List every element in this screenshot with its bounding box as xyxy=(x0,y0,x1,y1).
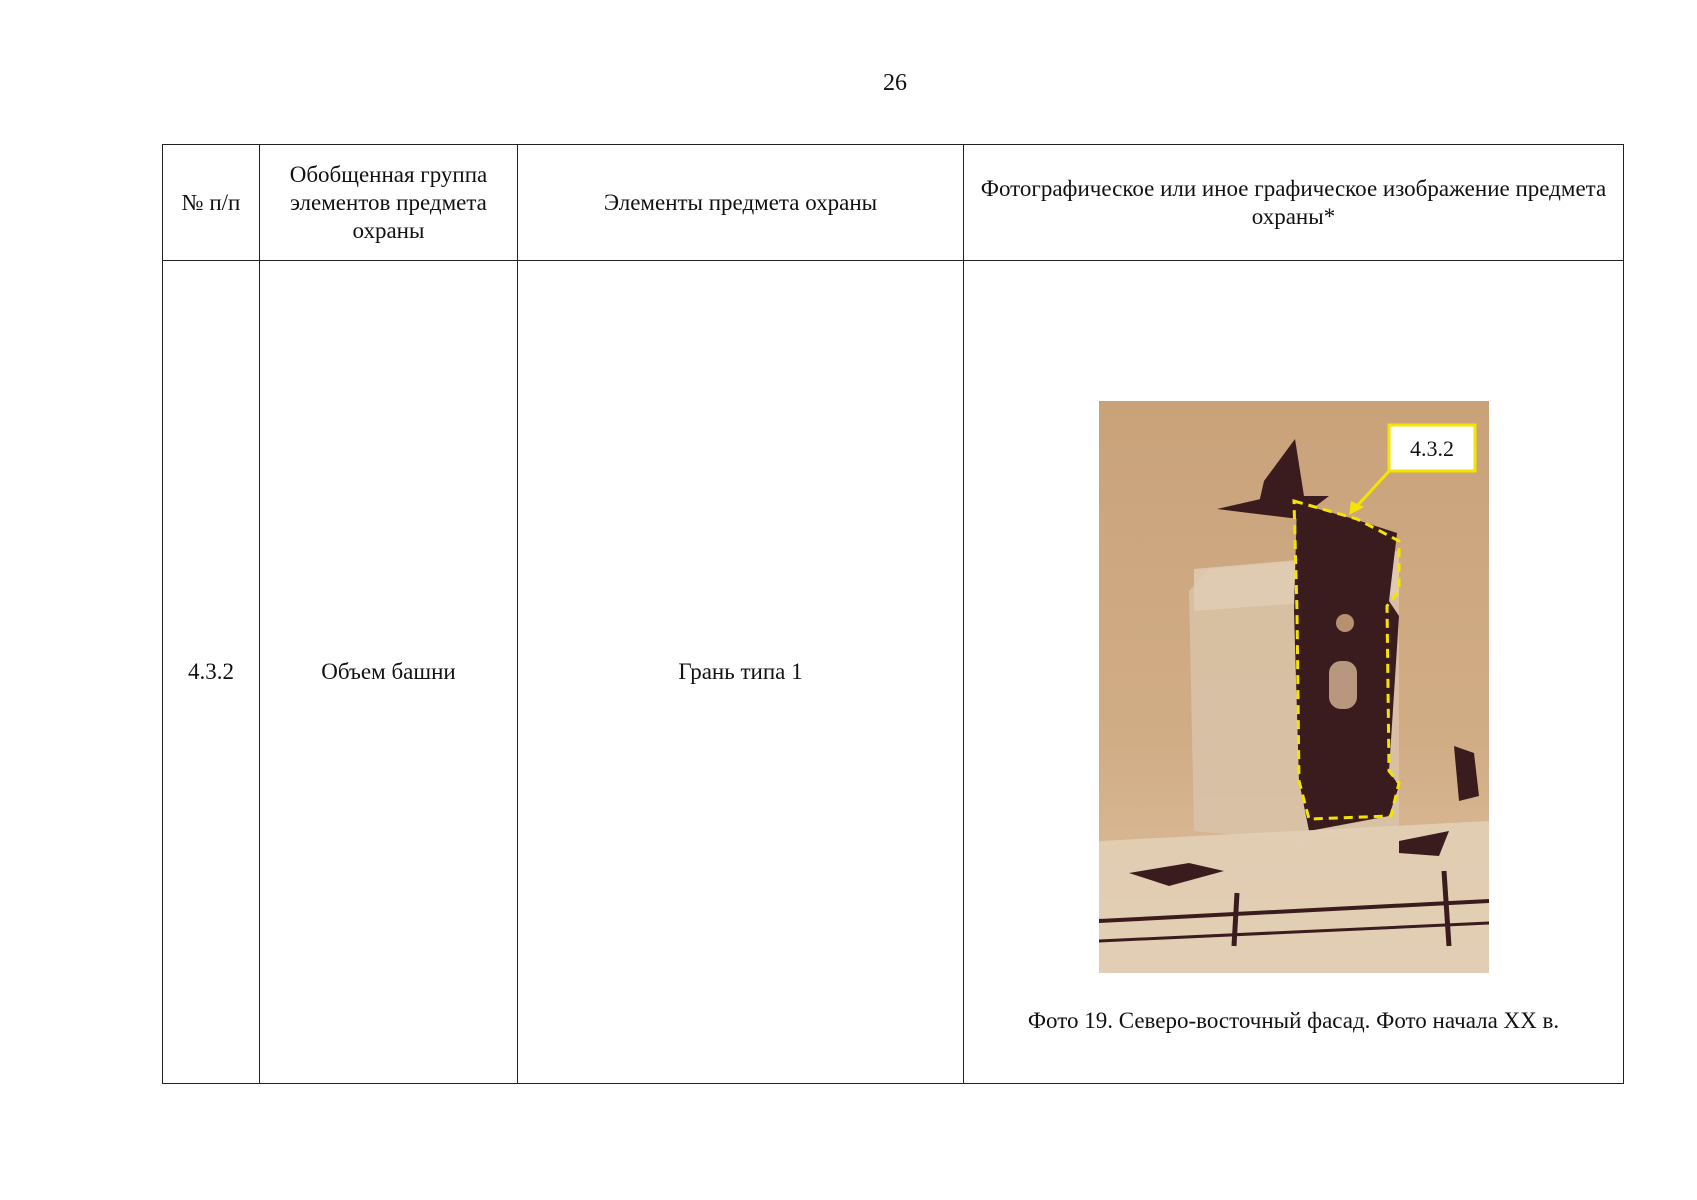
photo-caption: Фото 19. Северо-восточный фасад. Фото начала XX в. xyxy=(1027,1008,1560,1033)
table-row xyxy=(163,261,1624,1084)
header-num: № п/п xyxy=(163,145,260,261)
header-image: Фотографическое или иное графическое изображение предмета охраны* xyxy=(964,145,1624,261)
header-elements: Элементы предмета охраны xyxy=(518,145,964,261)
table-header-row xyxy=(163,145,1624,261)
tower-photo xyxy=(1099,401,1489,973)
tower-photo-image xyxy=(1099,401,1489,973)
header-group: Обобщенная группа элементов предмета охраны xyxy=(260,145,518,261)
row-group: Объем башни xyxy=(260,261,518,1084)
row-num: 4.3.2 xyxy=(163,261,260,1084)
row-element: Грань типа 1 xyxy=(518,261,964,1084)
row-photo-cell xyxy=(964,261,1624,1084)
protection-table xyxy=(162,144,1624,1084)
page-number: 26 xyxy=(883,70,907,96)
photo-label: 4.3.2 xyxy=(1410,436,1454,461)
